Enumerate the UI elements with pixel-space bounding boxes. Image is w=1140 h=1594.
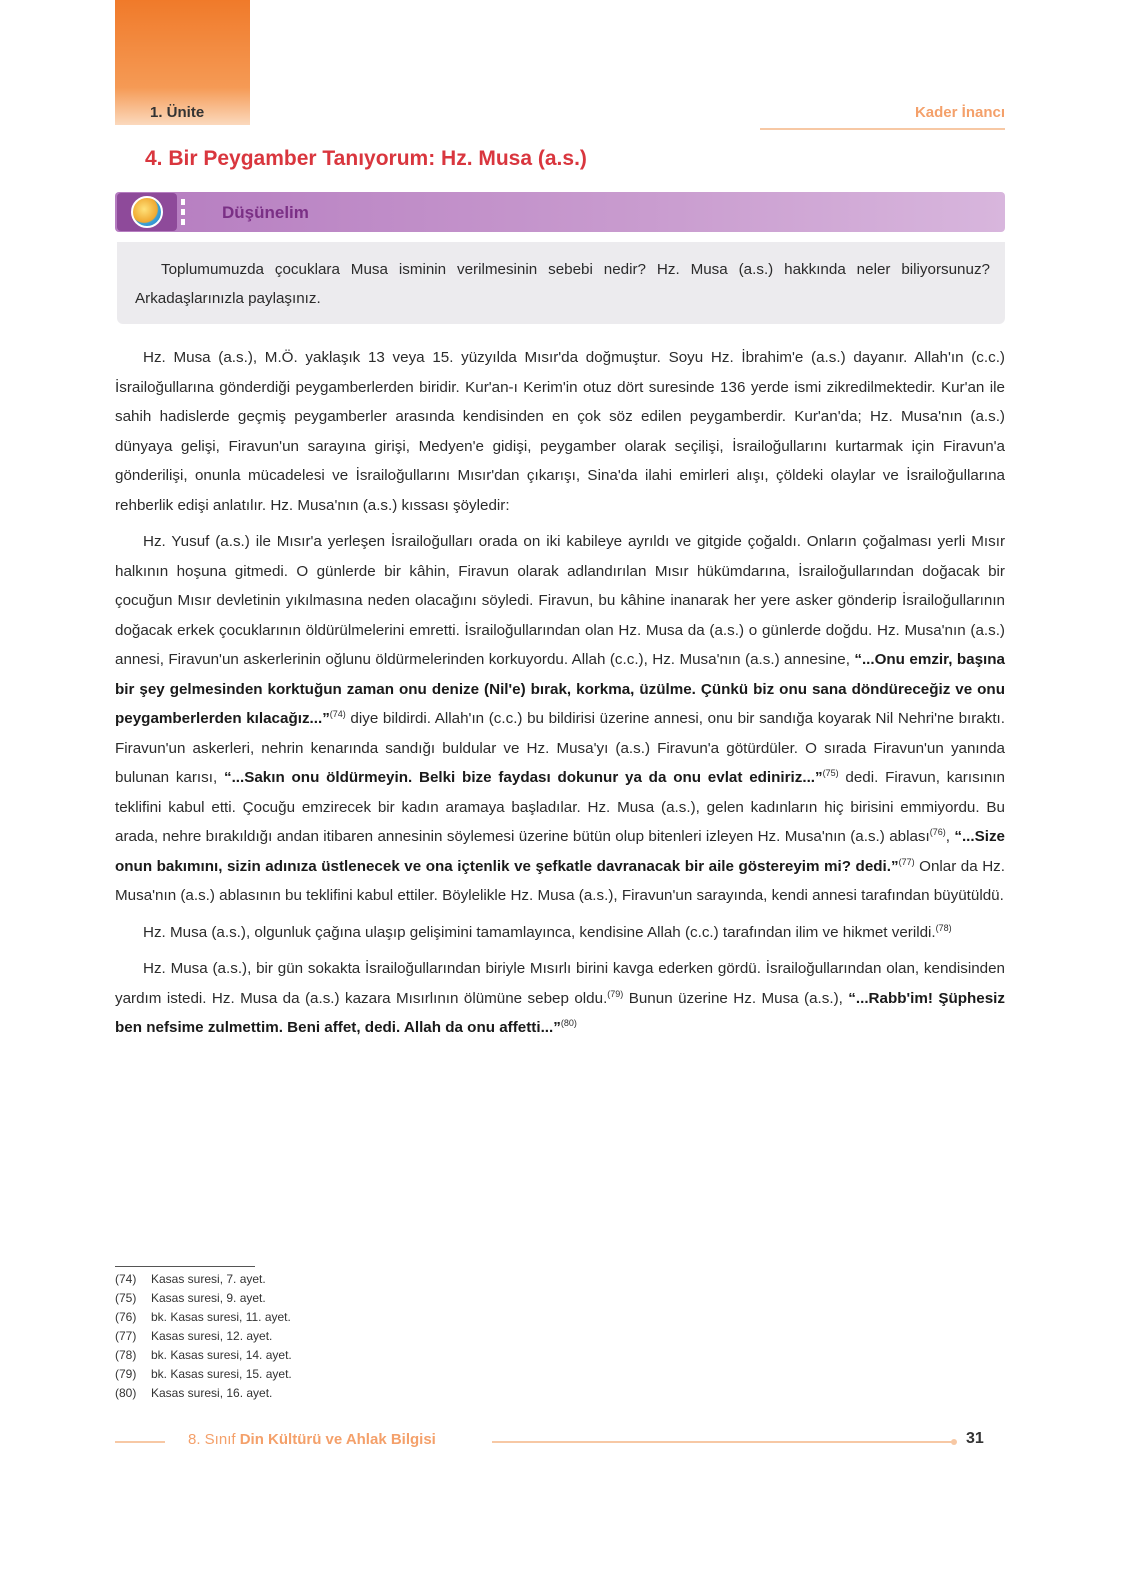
footer-divider-right — [492, 1441, 952, 1443]
footnote: (74) Kasas suresi, 7. ayet. — [115, 1272, 266, 1286]
footer-divider-left — [115, 1441, 165, 1443]
footnote-ref: (74) — [329, 708, 346, 719]
body-text — [115, 343, 1005, 1050]
paragraph: Hz. Musa (a.s.), bir gün sokakta İsrailoğullarından biriyle Mısırlı birini kavga ederken gördü. İsrailoğullarından olan, kendisinden yardım istedi. Hz. Musa da (a.s.) kazara Mısırlının ölümüne sebep oldu.$^{(79)}$ Bunun üzerine Hz. Musa (a.s.), “...Rabb'im! Şüphesiz ben nefsime zulmettim. Beni affet, dedi. Allah da onu affetti...”$^{(80)}$ — [115, 960, 1005, 1036]
quote: “...Onu emzir, başına bir şey gelmesinden korktuğun zaman onu denize (Nil'e) bırak, korkma, üzülme. Çünkü biz onu sana döndüreceğiz ve onu peygamberlerden kılacağız...” — [115, 651, 1005, 727]
globe-icon — [117, 193, 177, 231]
footnote: (79) bk. Kasas suresi, 15. ayet. — [115, 1367, 292, 1381]
footnotes — [115, 1270, 292, 1403]
header-divider — [760, 128, 1005, 130]
dotted-separator — [181, 199, 185, 225]
footnote: (78) bk. Kasas suresi, 14. ayet. — [115, 1348, 292, 1362]
section-title: 4. Bir Peygamber Tanıyorum: Hz. Musa (a.s.) — [145, 147, 587, 170]
paragraph: Hz. Musa (a.s.), olgunluk çağına ulaşıp gelişimini tamamlayınca, kendisine Allah (c.c.) tarafından ilim ve hikmet verildi.$^{(78)}$ — [143, 922, 952, 941]
footnote: (75) Kasas suresi, 9. ayet. — [115, 1291, 266, 1305]
paragraph: Hz. Yusuf (a.s.) ile Mısır'a yerleşen İsrailoğulları orada on iki kabileye ayrıldı ve gitgide çoğaldı. Onların çoğalması yerli Mısır halkının hoşuna gitmedi. O günlerde bir kâhin, Firavun olarak adlandırılan Mısır hükümdarına, İsrailoğullarından doğacak bir çocuğun Mısır devletinin yıkılmasına neden olacağını söyledi. Firavun, bu kâhine inanarak her yere asker gönderip İsrailoğullarının doğacak erkek çocuklarının öldürülmelerini emretti. İsrailoğullarından olan Hz. Musa da (a.s.) o günlerde doğdu. Hz. Musa'nın (a.s.) annesi, Firavun'un askerlerinin oğlunu öldürmelerinden korkuyordu. Allah (c.c.), Hz. Musa'nın (a.s.) annesine, “...Onu emzir, başına bir şey gelmesinden korktuğun zaman onu denize (Nil'e) bırak, korkma, üzülme. Çünkü biz onu sana döndüreceğiz ve onu peygamberlerden kılacağız...”$^{(74)}$ diye bildirdi. Allah'ın (c.c.) bu bildirisi üzerine annesi, onu bir sandığa koyarak Nil Nehri'ne bıraktı. Firavun'un askerleri, nehrin kenarında sandığı buldular ve Hz. Musa'yı (a.s.) Firavun'a götürdüler. O sırada Firavun'un yanında bulunan karısı, “...Sakın onu öldürmeyin. Belki bize faydası dokunur ya da onu evlat ediniriz...”$^{(75)}$ dedi. Firavun, karısının teklifini kabul etti. Çocuğu emzirecek bir kadın aramaya başladılar. Hz. Musa (a.s.), gelen kadınların hiç birisini emmiyordu. Bu arada, nehre bırakıldığı andan itibaren annesinin söylemesi üzerine bütün olup bitenleri izleyen Hz. Musa'nın (a.s.) ablası$^{(76)}$, “...Size onun bakımını, sizin adınıza üstlenecek ve ona içtenlik ve şefkatle davranacak bir aile göstereyim mi? dedi.”$^{(77)}$ Onlar da Hz. Musa'nın (a.s.) ablasının bu teklifini kabul ettiler. Böylelikle Hz. Musa (a.s.), Firavun'un sarayında, kendi annesi tarafından büyütüldü. — [115, 533, 1005, 904]
footnote: (80) Kasas suresi, 16. ayet. — [115, 1386, 273, 1400]
footnote-ref: (80) — [560, 1017, 577, 1028]
page-number: 31 — [966, 1430, 984, 1447]
footnote-divider — [115, 1266, 255, 1267]
book-title: 8. Sınıf Din Kültürü ve Ahlak Bilgisi — [188, 1431, 436, 1448]
paragraph: Hz. Musa (a.s.), M.Ö. yaklaşık 13 veya 15. yüzyılda Mısır'da doğmuştur. Soyu Hz. İbrahim'e (a.s.) dayanır. Allah'ın (c.c.) İsrailoğullarına gönderdiği peygamberlerden biridir. Kur'an-ı Kerim'in otuz dört suresinde 136 yerde ismi zikredilmektedir. Kur'an ile sahih hadislerde geçmiş peygamberler arasında kendisinden en çok söz edilen peygamberdir. Kur'an'da; Hz. Musa'nın (a.s.) dünyaya gelişi, Firavun'un sarayına girişi, Medyen'e gidişi, peygamber olarak seçilişi, İsrailoğullarını kurtarmak için Firavun'a gönderilişi, onunla mücadelesi ve İsrailoğullarını Mısır'dan çıkarışı, Sina'da ilahi emirleri alışı, çöldeki olaylar ve İsrailoğullarına rehberlik edişi anlatılır. Hz. Musa'nın (a.s.) kıssası şöyledir: — [115, 349, 1005, 514]
footnote: (76) bk. Kasas suresi, 11. ayet. — [115, 1310, 291, 1324]
quote: “...Size onun bakımını, sizin adınıza üstlenecek ve ona içtenlik ve şefkatle davranacak bir aile göstereyim mi? dedi.” — [115, 828, 1005, 875]
footnote-ref: (75) — [822, 767, 839, 778]
footnote: (77) Kasas suresi, 12. ayet. — [115, 1329, 273, 1343]
think-box-title: Düşünelim — [222, 203, 309, 222]
unit-label: 1. Ünite — [150, 104, 205, 121]
think-box-text: Toplumumuzda çocuklara Musa isminin verilmesinin sebebi nedir? Hz. Musa (a.s.) hakkında neler biliyorsunuz? Arkadaşlarınızla paylaşınız. — [135, 261, 990, 307]
quote: “...Rabb'im! Şüphesiz ben nefsime zulmettim. Beni affet, dedi. Allah da onu affetti...” — [115, 989, 1005, 1036]
footnote-ref: (76) — [929, 826, 946, 837]
footnote-ref: (78) — [935, 922, 952, 933]
footer-dot — [951, 1439, 957, 1445]
footnote-ref: (77) — [898, 856, 915, 867]
quote: “...Sakın onu öldürmeyin. Belki bize faydası dokunur ya da onu evlat ediniriz...” — [223, 769, 823, 786]
footnote-ref: (79) — [607, 988, 624, 999]
topic-label: Kader İnancı — [914, 104, 1005, 121]
